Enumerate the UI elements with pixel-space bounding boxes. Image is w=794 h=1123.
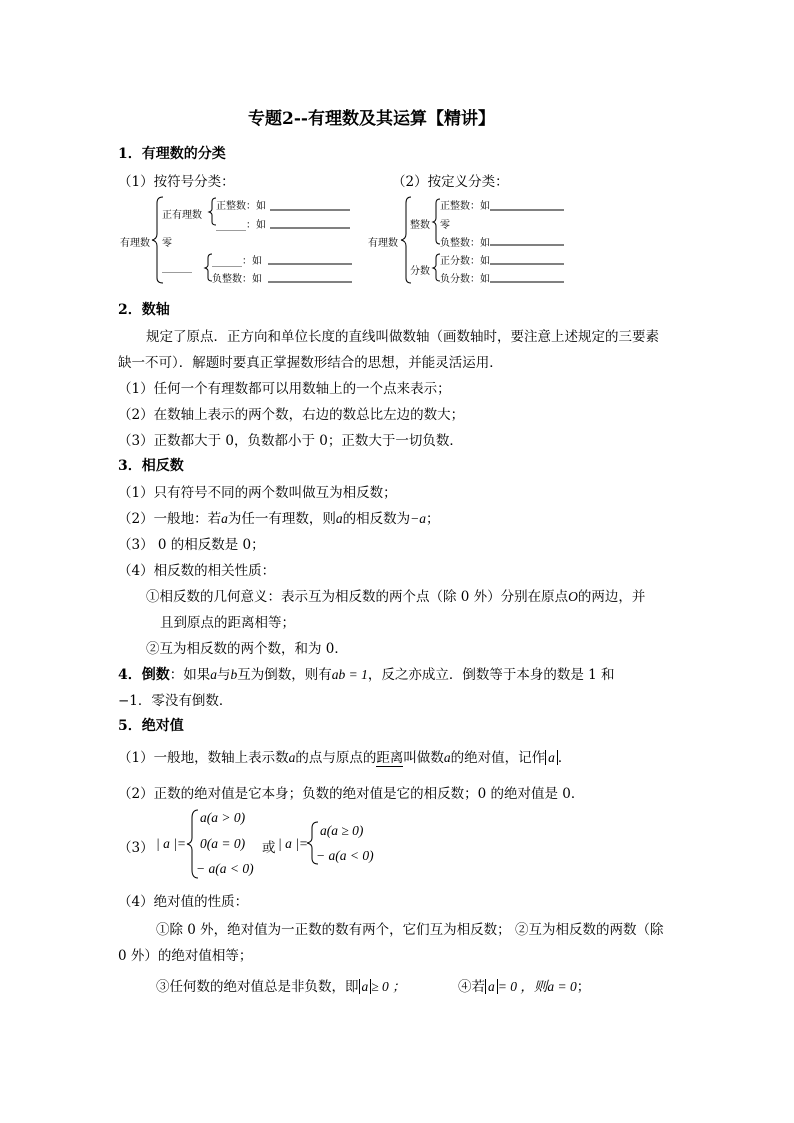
d2-neg-int: 负整数：如 xyxy=(440,238,490,249)
s1-sub2: （2）按定义分类： xyxy=(392,174,509,190)
section-1-heading: 1．有理数的分类 xyxy=(118,146,226,162)
d2-fraction: 分数 xyxy=(410,266,430,277)
s5-formula1-lhs: | a |= xyxy=(156,836,187,851)
s5-formula2-case1: a(a ≥ 0) xyxy=(320,823,364,838)
d1-blank-group: ______ xyxy=(162,262,192,273)
d2-pos-frac: 正分数：如 xyxy=(440,256,490,267)
d1-neg-int: 负整数：如 xyxy=(212,274,262,285)
s3-prop1: ①相反数的几何意义：表示互为相反数的两个点（除 0 外）分别在原点O的两边，并 xyxy=(146,589,646,605)
s3-prop1-cont: 且到原点的距离相等； xyxy=(160,615,295,631)
s5-formula-or: 或 xyxy=(262,840,276,856)
section-3-heading: 3．相反数 xyxy=(118,458,184,474)
d2-pos-int: 正整数：如 xyxy=(440,201,490,212)
s5-prop1-cont: 0 外）的绝对值相等； xyxy=(118,948,253,964)
d2-integer: 整数 xyxy=(410,220,430,231)
d1-pos-rational: 正有理数 xyxy=(162,210,202,221)
s5-prop1: ①除 0 外，绝对值为一正数的数有两个，它们互为相反数； ②互为相反数的两数（除 xyxy=(156,922,664,938)
s5-prop4: ④若 a = 0 ，则a = 0； xyxy=(458,979,591,995)
s3-item2: （2）一般地：若a为任一有理数，则a的相反数为−a； xyxy=(118,511,440,527)
d2-root: 有理数 xyxy=(368,238,398,249)
section-4-line2: −1．零没有倒数． xyxy=(118,693,233,709)
s2-p1: 规定了原点．正方向和单位长度的直线叫做数轴（画数轴时，要注意上述规定的三要素 xyxy=(146,329,659,345)
s5-formula1-case1: a(a > 0) xyxy=(200,810,246,825)
s3-item1: （1）只有符号不同的两个数叫做互为相反数； xyxy=(118,485,397,501)
s2-item3: （3）正数都大于 0，负数都小于 0；正数大于一切负数． xyxy=(118,433,463,449)
s5-prop3: ③任何数的绝对值总是非负数，即 a ≥ 0 ； xyxy=(156,979,406,995)
s1-sub1: （1）按符号分类： xyxy=(118,174,235,190)
s2-item2: （2）在数轴上表示的两个数，右边的数总比左边的数大； xyxy=(118,407,465,423)
d2-zero: 零 xyxy=(440,220,450,231)
section-4-heading: 4．倒数 xyxy=(118,667,170,683)
d1-zero: 零 xyxy=(162,238,172,249)
section-4-line1: 4．倒数：如果a与b互为倒数，则有ab = 1，反之亦成立．倒数等于本身的数是 1 和 xyxy=(118,667,615,683)
s2-p2: 缺一不可）．解题时要真正掌握数形结合的思想，并能灵活运用． xyxy=(118,355,503,371)
s5-item2: （2）正数的绝对值是它本身；负数的绝对值是它的相反数；0 的绝对值是 0． xyxy=(118,786,585,802)
s3-prop2: ②互为相反数的两个数，和为 0． xyxy=(146,641,348,657)
s5-formula2-lhs: | a |= xyxy=(278,836,309,851)
section-2-heading: 2．数轴 xyxy=(118,302,170,318)
s2-item1: （1）任何一个有理数都可以用数轴上的一个点来表示； xyxy=(118,381,451,397)
s5-item3-label: （3） xyxy=(118,840,154,856)
s5-item4: （4）绝对值的性质： xyxy=(118,894,249,910)
s5-formula2-case2: − a(a < 0) xyxy=(316,848,374,863)
s3-item3: （3） 0 的相反数是 0； xyxy=(118,537,265,553)
d1-blank-item-2: ______：如 xyxy=(212,256,262,267)
d1-blank-item: ______：如 xyxy=(216,220,266,231)
d1-root: 有理数 xyxy=(120,238,150,249)
d1-pos-int: 正整数：如 xyxy=(216,201,266,212)
s5-formula1-case2: 0(a = 0) xyxy=(200,836,246,851)
s5-formula1-case3: − a(a < 0) xyxy=(196,861,254,876)
d2-neg-frac: 负分数：如 xyxy=(440,274,490,285)
page-title: 专题2--有理数及其运算【精讲】 xyxy=(248,109,495,129)
s5-item1: （1）一般地，数轴上表示数a的点与原点的距离叫做数a的绝对值，记作 a ． xyxy=(118,746,571,767)
s3-item4: （4）相反数的相关性质： xyxy=(118,563,276,579)
section-5-heading: 5．绝对值 xyxy=(118,718,184,734)
